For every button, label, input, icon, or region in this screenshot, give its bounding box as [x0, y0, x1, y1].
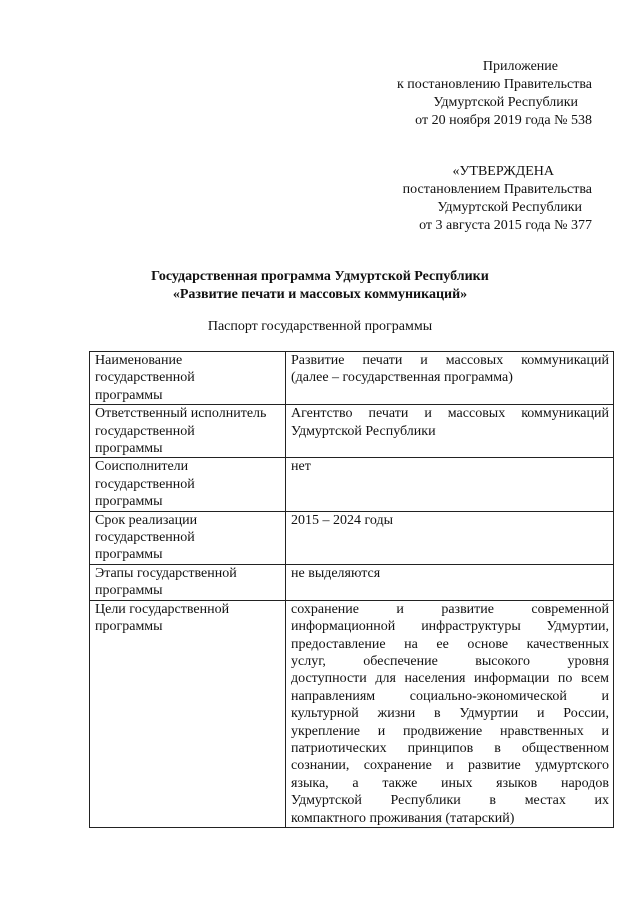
row-label-cell [90, 511, 286, 564]
row-value: Удмуртской Республики в местах их [291, 793, 609, 809]
row-label: Ответственный исполнитель [95, 406, 267, 422]
row-label: Соисполнители [95, 459, 189, 475]
appendix-line: от 20 ноября 2019 года № 538 [415, 113, 592, 128]
row-label-cell [90, 458, 286, 511]
row-label: государственной [95, 476, 195, 492]
row-value-cell [286, 352, 614, 405]
row-value: 2015 – 2024 годы [291, 512, 394, 528]
row-label: государственной [95, 530, 195, 546]
approval-line: Удмуртской Республики [437, 200, 582, 215]
row-label-cell [90, 564, 286, 600]
table-row [90, 600, 614, 827]
row-value-cell [286, 511, 614, 564]
row-label: Этапы государственной [95, 565, 237, 581]
approval-line: «УТВЕРЖДЕНА [452, 164, 554, 179]
row-label: Срок реализации [95, 512, 198, 528]
row-label: Цели государственной [95, 601, 230, 617]
row-value: (далее – государственная программа) [291, 370, 513, 386]
row-value: не выделяются [291, 565, 381, 581]
table-row [90, 405, 614, 458]
row-value: сохранение и развитие современной [291, 601, 609, 617]
appendix-line: к постановлению Правительства [396, 77, 592, 92]
table-row [90, 352, 614, 405]
passport-title: Паспорт государственной программы [207, 319, 433, 334]
row-value-cell [286, 600, 614, 827]
row-value-cell [286, 564, 614, 600]
row-value: Развитие печати и массовых коммуникаций [291, 353, 609, 368]
row-label-cell [90, 600, 286, 827]
row-label: государственной [95, 423, 195, 439]
row-value-cell [286, 405, 614, 458]
row-label: программы [95, 494, 163, 510]
row-label: программы [95, 619, 163, 635]
row-label-cell [90, 405, 286, 458]
document-title [0, 268, 640, 304]
table-row [90, 511, 614, 564]
row-label: программы [95, 583, 163, 599]
appendix-line: Приложение [482, 59, 558, 74]
table-row [90, 458, 614, 511]
row-value: патриотических принципов в общественном [291, 740, 609, 756]
appendix-line: Удмуртской Республики [433, 95, 578, 110]
row-label: программы [95, 441, 163, 457]
document-title-line: Государственная программа Удмуртской Республики [151, 269, 489, 284]
row-value: Агентство печати и массовых коммуникаций [291, 406, 609, 422]
row-label: программы [95, 547, 163, 563]
row-label: государственной [95, 370, 195, 386]
approval-line: постановлением Правительства [402, 182, 592, 197]
appendix-block [397, 58, 592, 130]
passport-table [89, 351, 614, 828]
row-value: языка, а также иных языков народов [291, 775, 609, 791]
row-value: направлениям социально-экономической и [291, 688, 609, 704]
row-label: Наименование [95, 353, 183, 368]
row-value: услуг, обеспечение высокого уровня [291, 653, 609, 669]
row-value: нет [291, 459, 311, 475]
document-title-line: «Развитие печати и массовых коммуникаций» [172, 287, 468, 302]
row-value: предоставление на ее основе качественных [291, 636, 609, 652]
row-value: сознании, сохранение и развитие удмуртского [291, 758, 609, 774]
row-value: доступности для населения информации по всем [291, 671, 609, 687]
table-row [90, 564, 614, 600]
row-value: культурной жизни в Удмуртии и России, [291, 706, 609, 722]
row-value-cell [286, 458, 614, 511]
row-value: информационной инфраструктуры Удмуртии, [291, 619, 609, 635]
row-label: программы [95, 387, 163, 403]
row-label-cell [90, 352, 286, 405]
row-value: укрепление и продвижение нравственных и [291, 723, 609, 739]
row-value: компактного проживания (татарский) [291, 810, 515, 826]
approval-line: от 3 августа 2015 года № 377 [419, 218, 592, 233]
row-value: Удмуртской Республики [291, 423, 436, 439]
approval-block [403, 163, 592, 235]
